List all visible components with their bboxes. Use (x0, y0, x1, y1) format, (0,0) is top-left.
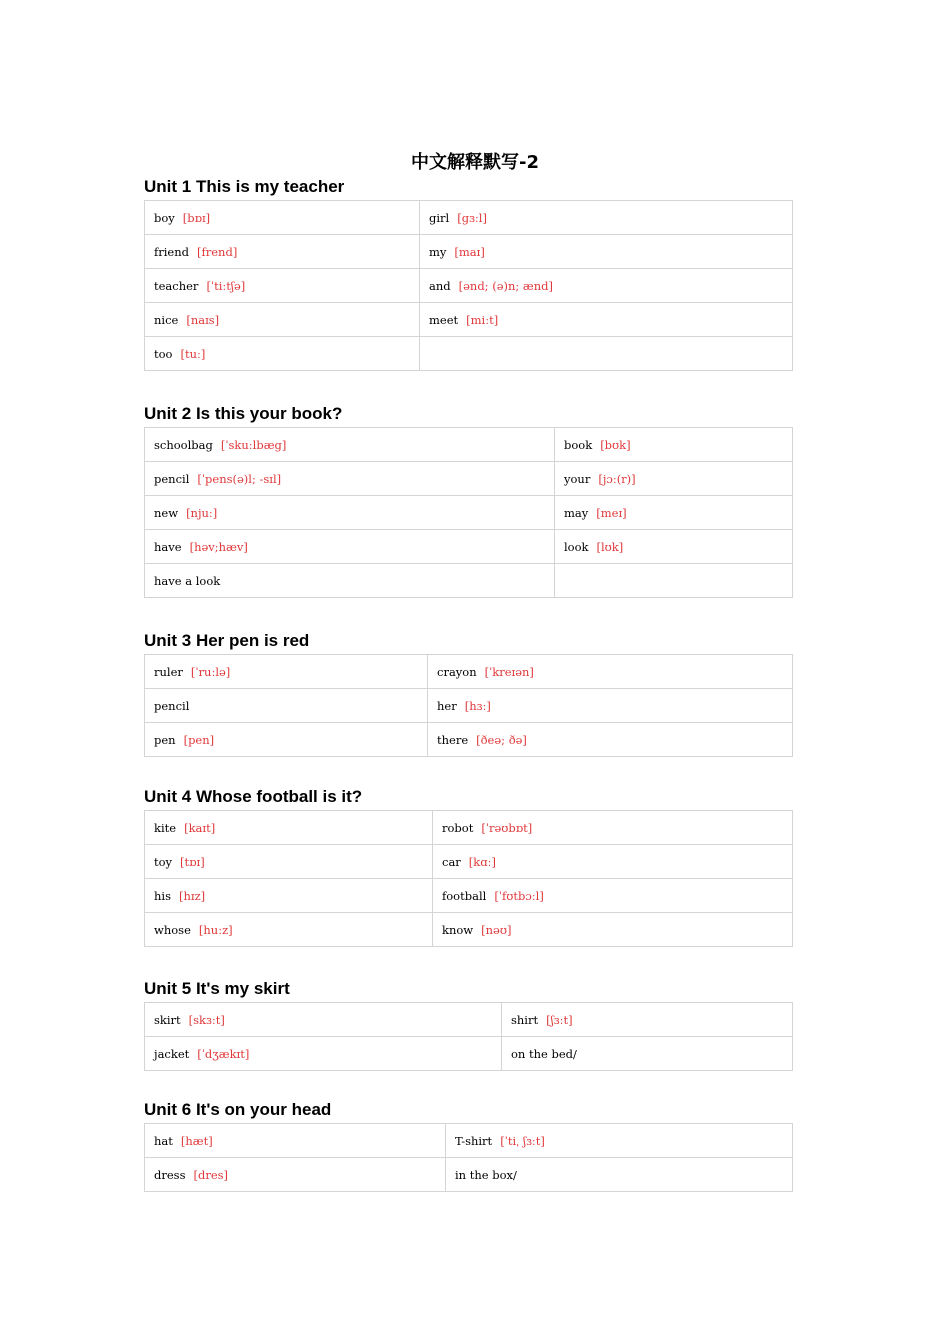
table-row (145, 913, 793, 947)
vocab-cell (420, 201, 793, 235)
table-row (145, 496, 793, 530)
vocab-cell (428, 655, 793, 689)
unit-heading: Unit 4 Whose football is it? (144, 787, 363, 806)
vocab-phonetic: [jɔː(r)] (598, 471, 636, 486)
table-row (145, 1124, 793, 1158)
vocab-cell (145, 1124, 446, 1158)
vocab-word: ruler (154, 664, 183, 679)
vocab-word: too (154, 346, 173, 361)
page-title: 中文解释默写-2 (411, 152, 539, 173)
vocab-phonetic: [nəʊ] (481, 922, 512, 937)
vocab-phonetic: [lʊk] (596, 539, 624, 554)
table-row (145, 337, 793, 371)
vocab-word: boy (154, 210, 175, 225)
vocab-phonetic: [njuː] (186, 505, 218, 520)
vocabulary-table (144, 200, 793, 371)
vocab-word: friend (154, 244, 190, 259)
vocab-phonetic: [kɑː] (468, 854, 496, 869)
vocab-word: schoolbag (154, 437, 213, 452)
vocab-phonetic: [ˈkreɪən] (484, 664, 534, 679)
unit-section (144, 630, 792, 757)
vocabulary-table (144, 1123, 793, 1192)
vocab-word: kite (154, 820, 177, 835)
vocab-cell (433, 879, 793, 913)
vocab-word: and (429, 278, 451, 293)
unit-heading: Unit 3 Her pen is red (144, 631, 310, 650)
vocab-word: car (442, 854, 461, 869)
vocab-cell (145, 1037, 502, 1071)
table-row (145, 428, 793, 462)
vocab-word: jacket (154, 1046, 190, 1061)
vocab-phonetic: [ˈrəʊbɒt] (481, 820, 533, 835)
vocab-cell (420, 269, 793, 303)
vocab-cell (145, 337, 420, 371)
vocab-word: on the bed/ (511, 1046, 577, 1061)
vocab-word: T-shirt (455, 1133, 493, 1148)
vocab-cell (555, 564, 793, 598)
vocab-cell (145, 811, 433, 845)
vocab-word: toy (154, 854, 173, 869)
vocab-cell (145, 655, 428, 689)
table-row (145, 1037, 793, 1071)
unit-section (144, 786, 792, 947)
vocab-cell (145, 201, 420, 235)
vocab-phonetic: [ˈtiˌ ʃɜːt] (500, 1133, 545, 1148)
table-row (145, 845, 793, 879)
vocab-word: hat (154, 1133, 173, 1148)
vocab-phonetic: [ʃɜːt] (546, 1012, 573, 1027)
vocab-phonetic: [bʊk] (600, 437, 631, 452)
vocab-cell (145, 879, 433, 913)
vocab-phonetic: [tuː] (180, 346, 206, 361)
vocab-cell (145, 462, 555, 496)
table-row (145, 811, 793, 845)
vocab-word: new (154, 505, 179, 520)
table-row (145, 269, 793, 303)
unit-section (144, 978, 792, 1071)
vocab-cell (433, 913, 793, 947)
unit-heading: Unit 5 It's my skirt (144, 979, 290, 998)
unit-section (144, 1099, 792, 1192)
vocab-word: teacher (154, 278, 199, 293)
table-row (145, 655, 793, 689)
unit-heading: Unit 2 Is this your book? (144, 404, 343, 423)
unit-section (144, 403, 792, 598)
vocab-cell (420, 337, 793, 371)
vocab-phonetic: [naɪs] (186, 312, 220, 327)
vocab-cell (145, 303, 420, 337)
vocab-word: in the box/ (455, 1167, 517, 1182)
vocab-cell (555, 530, 793, 564)
vocab-word: there (437, 732, 469, 747)
vocab-cell (433, 845, 793, 879)
vocab-cell (420, 235, 793, 269)
vocab-cell (555, 428, 793, 462)
vocab-phonetic: [ˈskuːlbæg] (220, 437, 287, 452)
vocab-phonetic: [həv;hæv] (189, 539, 248, 554)
vocab-phonetic: [ˈdʒækɪt] (197, 1046, 250, 1061)
vocab-cell (145, 1158, 446, 1192)
vocab-phonetic: [hæt] (180, 1133, 213, 1148)
vocab-word: dress (154, 1167, 186, 1182)
vocab-word: nice (154, 312, 179, 327)
vocabulary-table (144, 654, 793, 757)
vocab-phonetic: [ˈruːlə] (190, 664, 231, 679)
vocab-word: his (154, 888, 171, 903)
vocab-phonetic: [ənd; (ə)n; ænd] (458, 278, 553, 293)
table-row (145, 564, 793, 598)
vocab-phonetic: [hɜː] (464, 698, 491, 713)
vocab-word: have (154, 539, 182, 554)
vocab-word: shirt (511, 1012, 539, 1027)
vocab-phonetic: [kaɪt] (184, 820, 216, 835)
table-row (145, 1158, 793, 1192)
vocab-cell (502, 1003, 793, 1037)
vocabulary-table (144, 427, 793, 598)
vocab-cell (433, 811, 793, 845)
vocab-cell (145, 428, 555, 462)
vocab-phonetic: [pen] (183, 732, 215, 747)
vocab-cell (145, 564, 555, 598)
vocab-word: whose (154, 922, 191, 937)
vocab-phonetic: [maɪ] (454, 244, 485, 259)
vocab-phonetic: [tɒɪ] (180, 854, 205, 869)
table-row (145, 1003, 793, 1037)
vocab-cell (145, 235, 420, 269)
vocab-cell (555, 462, 793, 496)
vocab-cell (446, 1124, 793, 1158)
vocab-word: pencil (154, 698, 190, 713)
vocab-word: book (564, 437, 593, 452)
table-row (145, 462, 793, 496)
vocab-phonetic: [ˈtiːtʃə] (206, 278, 246, 293)
vocab-cell (145, 845, 433, 879)
vocab-cell (555, 496, 793, 530)
vocab-cell (428, 723, 793, 757)
table-row (145, 879, 793, 913)
vocab-cell (145, 269, 420, 303)
vocab-word: meet (429, 312, 459, 327)
vocab-phonetic: [hɪz] (179, 888, 206, 903)
vocab-phonetic: [gɜːl] (457, 210, 487, 225)
vocab-cell (145, 913, 433, 947)
vocab-cell (446, 1158, 793, 1192)
vocab-phonetic: [dres] (193, 1167, 229, 1182)
vocab-word: robot (442, 820, 474, 835)
vocab-phonetic: [skɜːt] (188, 1012, 225, 1027)
vocab-cell (145, 530, 555, 564)
unit-section (144, 176, 792, 371)
vocab-phonetic: [miːt] (466, 312, 499, 327)
vocab-phonetic: [bɒɪ] (182, 210, 211, 225)
table-row (145, 235, 793, 269)
table-row (145, 303, 793, 337)
table-row (145, 530, 793, 564)
vocab-word: crayon (437, 664, 477, 679)
vocab-word: skirt (154, 1012, 181, 1027)
vocab-phonetic: [meɪ] (596, 505, 627, 520)
table-row (145, 689, 793, 723)
table-row (145, 201, 793, 235)
vocab-cell (502, 1037, 793, 1071)
unit-heading: Unit 6 It's on your head (144, 1100, 332, 1119)
vocab-word: girl (429, 210, 450, 225)
vocab-phonetic: [ðeə; ðə] (476, 732, 527, 747)
vocab-phonetic: [frend] (197, 244, 238, 259)
vocab-word: her (437, 698, 457, 713)
vocab-word: know (442, 922, 474, 937)
vocab-cell (145, 496, 555, 530)
vocab-word: look (564, 539, 589, 554)
table-row (145, 723, 793, 757)
vocab-word: pen (154, 732, 176, 747)
unit-heading: Unit 1 This is my teacher (144, 177, 345, 196)
vocab-word: football (442, 888, 487, 903)
vocab-cell (420, 303, 793, 337)
vocab-word: my (429, 244, 447, 259)
vocab-word: pencil (154, 471, 190, 486)
vocabulary-table (144, 1002, 793, 1071)
vocab-cell (428, 689, 793, 723)
vocab-word: your (564, 471, 591, 486)
vocab-cell (145, 723, 428, 757)
vocab-phonetic: [ˈfʊtbɔːl] (494, 888, 544, 903)
vocab-cell (145, 1003, 502, 1037)
vocab-phonetic: [huːz] (198, 922, 233, 937)
vocabulary-table (144, 810, 793, 947)
vocab-word: may (564, 505, 589, 520)
vocab-phonetic: [ˈpens(ə)l; -sɪl] (197, 471, 282, 486)
vocab-word: have a look (154, 573, 221, 588)
vocab-cell (145, 689, 428, 723)
